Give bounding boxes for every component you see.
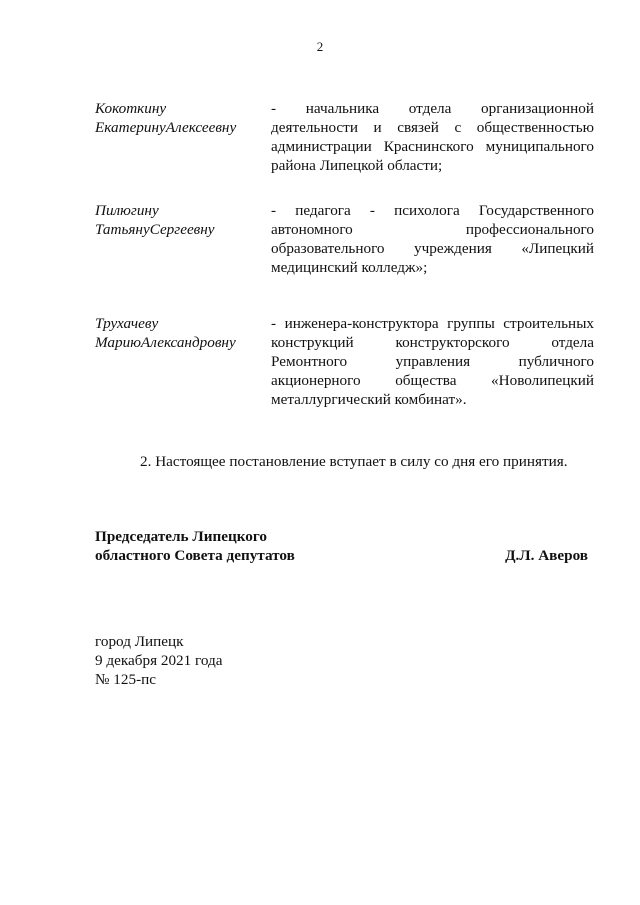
appointee-position: - инженера-конструктора группы строительных конструкций конструкторского отдела Ремонтного управления публичного акционерного общества «Новолипецкий металлургический комбинат».	[271, 315, 594, 408]
appointee-surname: Трухачеву	[95, 315, 159, 332]
appointee-surname: Пилюгину	[95, 202, 159, 219]
signatory-title-line-2: областного Совета депутатов	[95, 547, 295, 564]
city: город Липецк	[95, 633, 184, 650]
appointee-position: - педагога - психолога Государственного автономного профессионального образовательного учреждения «Липецкий медицинский колледж»;	[271, 202, 594, 276]
appointee-surname: Кокоткину	[95, 100, 167, 117]
page-number: 2	[316, 39, 324, 54]
document-date: 9 декабря 2021 года	[95, 652, 223, 669]
appointee-given-names: ЕкатеринуАлексеевну	[95, 119, 237, 136]
appointee-name	[95, 314, 260, 352]
signatory-name: Д.Л. Аверов	[505, 547, 588, 564]
resolution-clause: 2. Настоящее постановление вступает в силу со дня его принятия.	[140, 453, 568, 470]
appointee-given-names: МариюАлександровну	[95, 334, 236, 351]
appointee-name	[95, 201, 260, 239]
signatory-title-line-1: Председатель Липецкого	[95, 528, 267, 545]
appointee-given-names: ТатьянуСергеевну	[95, 221, 215, 238]
document-number: № 125-пс	[95, 671, 156, 688]
appointee-name	[95, 99, 260, 137]
document-footer	[95, 632, 223, 689]
signature-block	[95, 527, 600, 565]
appointee-position: - начальника отдела организационной деятельности и связей с общественностью администрации Краснинского муниципального района Липецкой области;	[271, 100, 594, 174]
